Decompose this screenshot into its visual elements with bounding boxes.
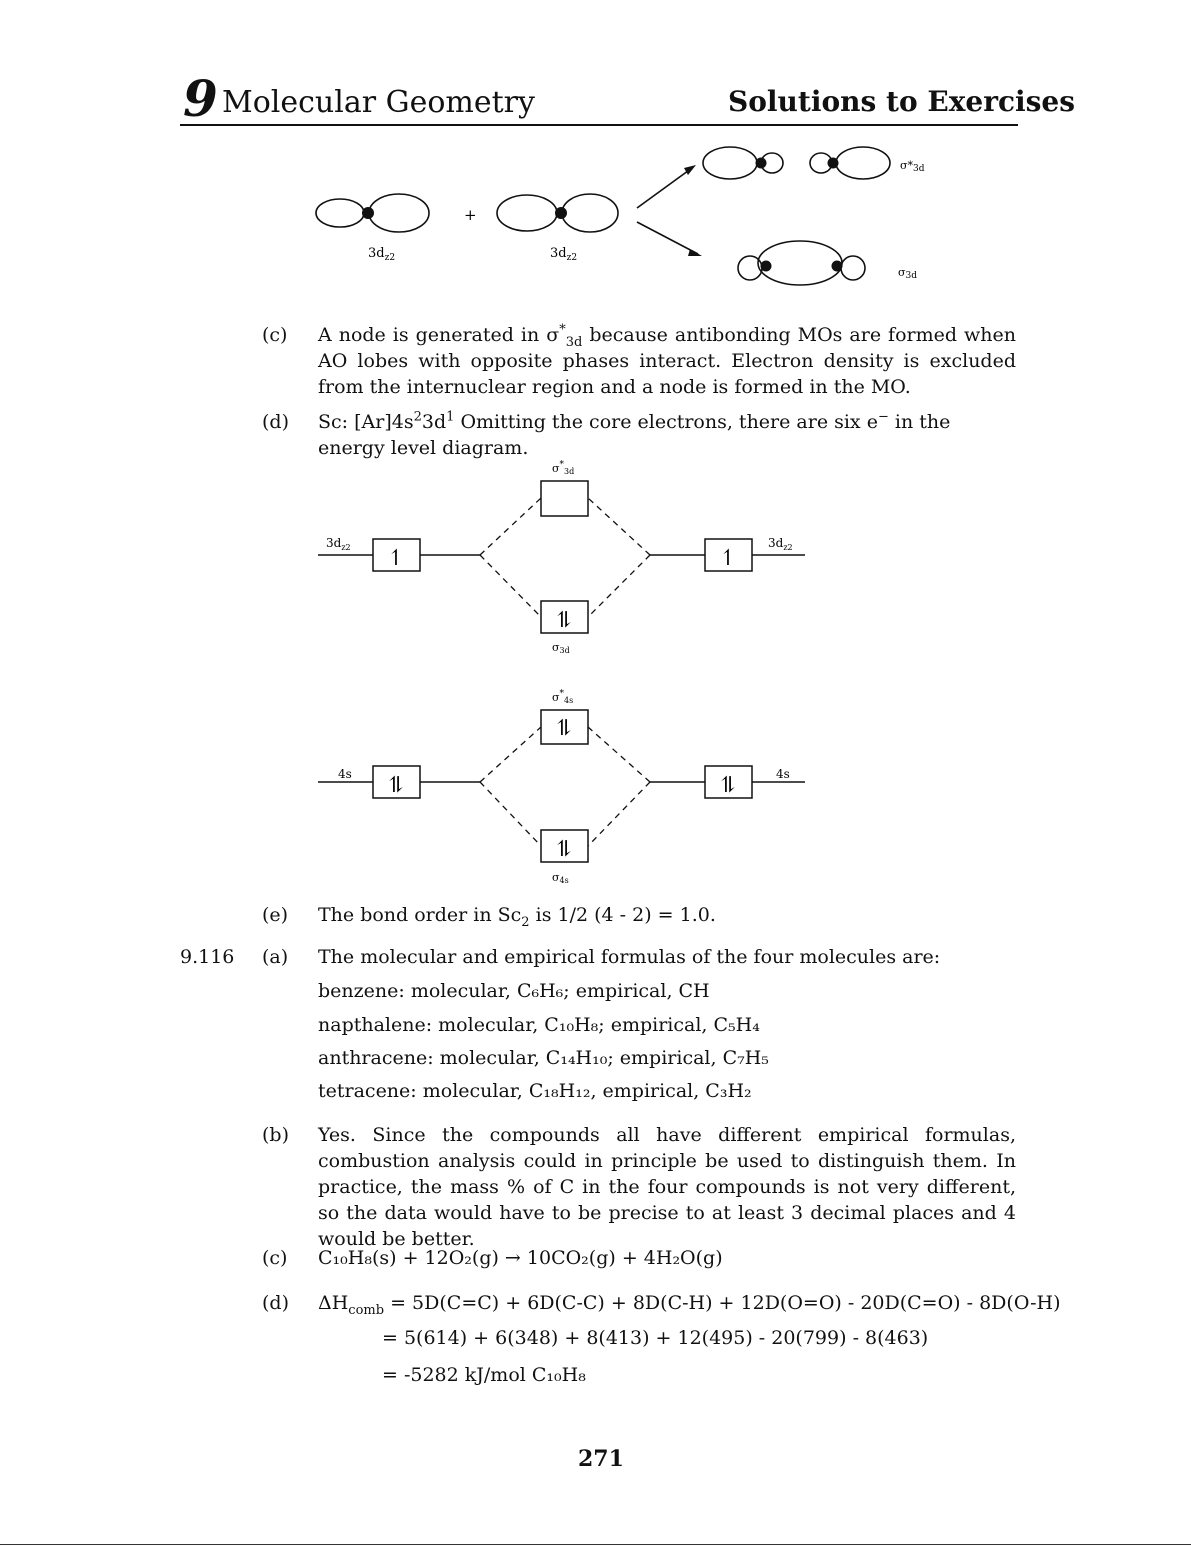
enthalpy-line-3: = -5282 kJ/mol C₁₀H₈ <box>382 1364 586 1386</box>
sigma-3d-label: σ3d <box>552 641 570 655</box>
combustion-equation: C₁₀H₈(s) + 12O₂(g) → 10CO₂(g) + 4H₂O(g) <box>318 1247 723 1269</box>
part-b-label: (b) <box>262 1124 289 1146</box>
benzene-line: benzene: molecular, C₆H₆; empirical, CH <box>318 980 710 1002</box>
tetracene-line: tetracene: molecular, C₁₈H₁₂, empirical, C₃H₂ <box>318 1080 752 1102</box>
nucleus-dot <box>761 261 772 272</box>
sigma-star-label: σ*3d <box>900 159 925 174</box>
section-title: Solutions to Exercises <box>728 85 1075 118</box>
electron-arrows: ⥮ <box>554 716 574 741</box>
nucleus-dot <box>362 207 374 219</box>
part-d2-label: (d) <box>262 1292 289 1314</box>
orbital-lobe <box>369 194 429 232</box>
mo-diagram-4s <box>310 682 820 887</box>
electron-arrows: ⥮ <box>386 773 406 798</box>
part-d-label: (d) <box>262 411 289 433</box>
electron-arrows: ⥮ <box>554 608 574 633</box>
ao-label-right: 4s <box>776 767 790 781</box>
orbital-lobe <box>841 256 865 280</box>
orbital-lobe <box>497 195 557 231</box>
correlation-line <box>480 727 541 782</box>
electron-arrows: ⥮ <box>718 773 738 798</box>
chapter-number: 9 <box>183 69 218 128</box>
orbital-lobe <box>562 194 618 232</box>
part-c-text: A node is generated in $\sigma^*_{3d}$ because antibonding MOs are formed when AO lobes with opposite phases interact. Electron density is excluded from the internuclear region and a node is formed in the MO. <box>318 322 1017 398</box>
part-e-text: The bond order in $Sc_2$ is 1/2 (4 - 2) = 1.0. <box>318 904 716 930</box>
correlation-line <box>588 727 650 782</box>
orbital-label: $3d_{z2}$ <box>550 246 578 263</box>
header-rule <box>180 124 1018 126</box>
bottom-rule <box>0 1544 1191 1545</box>
orbital-overlap-diagram <box>300 138 960 298</box>
part-a-label: (a) <box>262 946 289 968</box>
ao-label-right: $3d_{z2}$ <box>768 536 793 552</box>
sigma-star-3d-label: $\sigma^*_{3d}$ <box>552 460 575 476</box>
correlation-line <box>480 555 541 617</box>
mo-diagram-3d <box>310 455 820 660</box>
problem-number: 9.116 <box>180 946 235 968</box>
nucleus-dot <box>828 158 839 169</box>
napthalene-line: napthalene: molecular, C₁₀H₈; empirical, C₅H₄ <box>318 1014 760 1036</box>
correlation-line <box>480 782 541 846</box>
arrow-line <box>637 222 698 254</box>
part-d-text: Sc: $[Ar]4s^23d^1$ Omitting the core electrons, there are six e− in the energy level diagram. <box>318 409 951 459</box>
nucleus-dot <box>832 261 843 272</box>
part-c2-label: (c) <box>262 1247 288 1269</box>
orbital-lobe <box>836 147 890 179</box>
orbital-label: $3d_{z2}$ <box>368 246 396 263</box>
sigma-star-3d-box <box>541 481 588 516</box>
sigma-label: σ3d <box>898 266 918 281</box>
electron-arrow: ↿ <box>718 546 738 571</box>
correlation-line <box>588 555 650 617</box>
correlation-line <box>588 782 650 846</box>
orbital-lobe <box>316 199 364 227</box>
sigma-4s-label: σ4s <box>552 871 569 885</box>
page-number: 271 <box>578 1446 624 1472</box>
part-c-label: (c) <box>262 324 288 346</box>
correlation-line <box>588 498 650 555</box>
arrow-line <box>637 168 692 208</box>
ao-label-left: 4s <box>338 767 352 781</box>
plus-sign: + <box>464 206 477 224</box>
ao-label-left: $3d_{z2}$ <box>326 536 351 552</box>
arrowhead <box>684 165 696 175</box>
correlation-line <box>480 498 541 555</box>
anthracene-line: anthracene: molecular, C₁₄H₁₀; empirical, C₇H₅ <box>318 1047 769 1069</box>
electron-arrow: ↿ <box>386 546 406 571</box>
part-a-intro: The molecular and empirical formulas of the four molecules are: <box>318 946 941 968</box>
chapter-title: Molecular Geometry <box>222 85 535 120</box>
sigma-star-4s-label: $\sigma^*_{4s}$ <box>552 689 574 705</box>
enthalpy-line-2: = 5(614) + 6(348) + 8(413) + 12(495) - 20(799) - 8(463) <box>382 1327 929 1349</box>
arrowhead <box>688 249 702 256</box>
nucleus-dot <box>555 207 567 219</box>
electron-arrows: ⥮ <box>554 837 574 862</box>
enthalpy-line-1: $\Delta H_{comb} = 5D(C=C) + 6D(C-C) + 8D(C-H) + 12D(O=O) - 20D(C=O) - 8D(O-H)$ <box>318 1292 1061 1318</box>
nucleus-dot <box>756 158 767 169</box>
part-b-text: Yes. Since the compounds all have different empirical formulas, combustion analysis could in principle be used to distinguish them. In practice, the mass % of C in the four compounds is not very different, so the data would have to be precise to at least 3 decimal places and 4 would be better. <box>318 1124 1016 1250</box>
orbital-lobe <box>703 147 757 179</box>
part-e-label: (e) <box>262 904 289 926</box>
